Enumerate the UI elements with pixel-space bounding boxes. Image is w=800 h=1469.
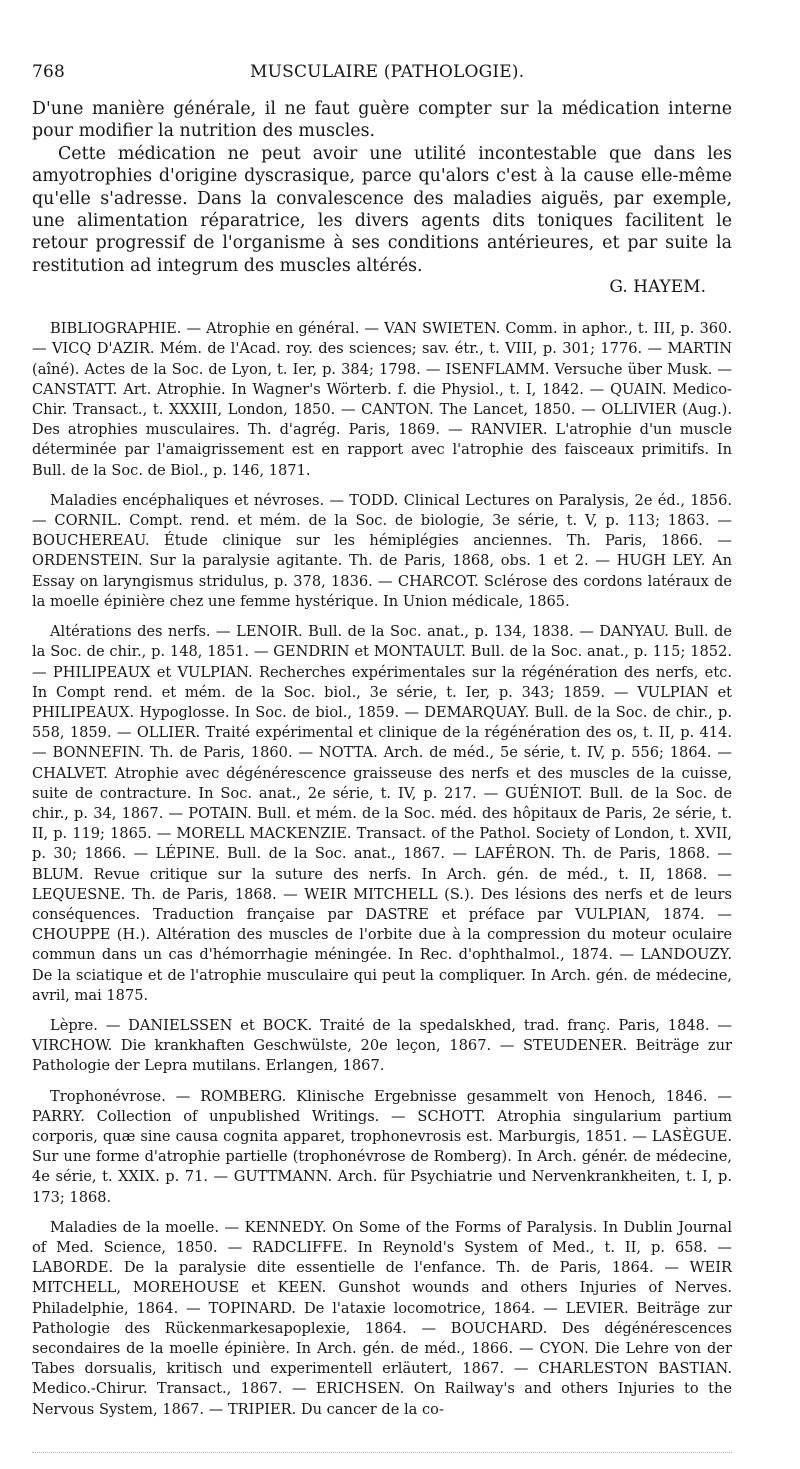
body-paragraph: Cette médication ne peut avoir une utilité incontestable que dans les amyotrophies d'origine dyscrasique, parce qu'alors c'est à la cause elle-même qu'elle s'adresse. Dans la convalescence des maladies aiguës, par exemple, une alimentation réparatrice, les divers agents dits toniques facilitent le retour progressif de l'organisme à ses conditions antérieures, et par suite la restitution ad integrum des muscles altérés.: [32, 143, 732, 276]
bibliography-spinal-cord: Maladies de la moelle. — KENNEDY. On Some of the Forms of Paralysis. In Dublin Journal of Med. Science, 1850. — RADCLIFFE. In Reynold's System of Med., t. II, p. 658. — LABORDE. De la paralysie dite essentielle de l'enfance. Th. de Paris, 1864. — WEIR MITCHELL, MOREHOUSE et KEEN. Gunshot wounds and others Injuries of Nerves. Philadelphie, 1864. — TOPINARD. De l'ataxie locomotrice, 1864. — LEVIER. Beiträge zur Pathologie des Rückenmarkesapoplexie, 1864. — BOUCHARD. Des dégénérescences secondaires de la moelle épinière. In Arch. gén. de méd., 1866. — CYON. Die Lehre von der Tabes dorsualis, kritisch und experimentell erläutert, 1867. — CHARLESTON BASTIAN. Medico.-Chirur. Transact., 1867. — ERICHSEN. On Railway's and others Injuries to the Nervous System, 1867. — TRIPIER. Du cancer de la co-: [32, 1218, 732, 1418]
bibliography-nerves: Altérations des nerfs. — LENOIR. Bull. de la Soc. anat., p. 134, 1838. — DANYAU. Bull. de la Soc. de chir., p. 148, 1851. — GENDRIN et MONTAULT. Bull. de la Soc. anat., p. 115; 1852. — PHILIPEAUX et VULPIAN. Recherches expérimentales sur la régénération des nerfs, etc. In Compt rend. et mém. de la Soc. biol., 3e série, t. Ier, p. 343; 1859. — VULPIAN et PHILIPEAUX. Hypoglosse. In Soc. de biol., 1859. — DEMARQUAY. Bull. de la Soc. de chir., p. 558, 1859. — OLLIER. Traité expérimental et clinique de la régénération des os, t. II, p. 414. — BONNEFIN. Th. de Paris, 1860. — NOTTA. Arch. de méd., 5e série, t. IV, p. 556; 1864. — CHALVET. Atrophie avec dégénérescence graisseuse des nerfs et des muscles de la cuisse, suite de contracture. In Soc. anat., 2e série, t. IV, p. 217. — GUÉNIOT. Bull. de la Soc. de chir., p. 34, 1867. — POTAIN. Bull. et mém. de la Soc. méd. des hôpitaux de Paris, 2e série, t. II, p. 119; 1865. — MORELL MACKENZIE. Transact. of the Pathol. Society of London, t. XVII, p. 30; 1866. — LÉPINE. Bull. de la Soc. anat., 1867. — LAFÉRON. Th. de Paris, 1868. — BLUM. Revue critique sur la suture des nerfs. In Arch. gén. de méd., t. II, 1868. — LEQUESNE. Th. de Paris, 1868. — WEIR MITCHELL (S.). Des lésions des nerfs et de leurs conséquences. Traduction française par DASTRE et préface par VULPIAN, 1874. — CHOUPPE (H.). Altération des muscles de l'orbite due à la compression du moteur oculaire commun dans un cas d'hémorrhagie méningée. In Rec. d'ophthalmol., 1874. — LANDOUZY. De la sciatique et de l'atrophie musculaire qui peut la compliquer. In Arch. gén. de médecine, avril, mai 1875.: [32, 623, 732, 1004]
document-page: [32, 62, 732, 1430]
running-head: MUSCULAIRE (PATHOLOGIE).: [250, 62, 525, 82]
bibliography: [32, 319, 732, 1420]
body-text: [32, 98, 732, 277]
footer-rule: [32, 1452, 732, 1453]
bibliography-leprosy: Lèpre. — DANIELSSEN et BOCK. Traité de la spedalskhed, trad. franç. Paris, 1848. — VIRCHOW. Die krankhaften Geschwülste, 20e leçon, 1867. — STEUDENER. Beiträge zur Pathologie der Lepra mutilans. Erlangen, 1867.: [32, 1016, 732, 1075]
page-number: 768: [32, 62, 66, 82]
page-header: [32, 62, 732, 92]
bibliography-trophoneurosis: Trophonévrose. — ROMBERG. Klinische Ergebnisse gesammelt von Henoch, 1846. — PARRY. Collection of unpublished Writings. — SCHOTT. Atrophia singularium partium corporis, quæ sine causa cognita apparet, trophonevrosis est. Marburgis, 1851. — LASÈGUE. Sur une forme d'atrophie partielle (trophonévrose de Romberg). In Arch. génér. de médecine, 4e série, t. XXIX. p. 71. — GUTTMANN. Arch. für Psychiatrie und Nervenkrankheiten, t. I, p. 173; 1868.: [32, 1087, 732, 1206]
bibliography-encephalic: Maladies encéphaliques et névroses. — TODD. Clinical Lectures on Paralysis, 2e éd., 1856. — CORNIL. Compt. rend. et mém. de la Soc. de biologie, 3e série, t. V, p. 113; 1863. — BOUCHEREAU. Étude clinique sur les hémiplégies anciennes. Th. Paris, 1866. — ORDENSTEIN. Sur la paralysie agitante. Th. de Paris, 1868, obs. 1 et 2. — HUGH LEY. An Essay on laryngismus stridulus, p. 378, 1836. — CHARCOT. Sclérose des cordons latéraux de la moelle épinière chez une femme hystérique. In Union médicale, 1865.: [32, 491, 732, 610]
author-signature: G. HAYEM.: [609, 277, 706, 298]
body-paragraph: D'une manière générale, il ne faut guère compter sur la médication interne pour modifier la nutrition des muscles.: [32, 99, 732, 142]
bibliography-general: BIBLIOGRAPHIE. — Atrophie en général. — VAN SWIETEN. Comm. in aphor., t. III, p. 360. — VICQ D'AZIR. Mém. de l'Acad. roy. des sciences; sav. étr., t. VIII, p. 301; 1776. — MARTIN (aîné). Actes de la Soc. de Lyon, t. Ier, p. 384; 1798. — ISENFLAMM. Versuche über Musk. — CANSTATT. Art. Atrophie. In Wagner's Wörterb. f. die Physiol., t. I, 1842. — QUAIN. Medico-Chir. Transact., t. XXXIII, London, 1850. — CANTON. The Lancet, 1850. — OLLIVIER (Aug.). Des atrophies musculaires. Th. d'agrég. Paris, 1869. — RANVIER. L'atrophie d'un muscle déterminée par l'amaigrissement est en rapport avec l'atrophie des faisceaux primitifs. In Bull. de la Soc. de Biol., p. 146, 1871.: [32, 320, 732, 479]
